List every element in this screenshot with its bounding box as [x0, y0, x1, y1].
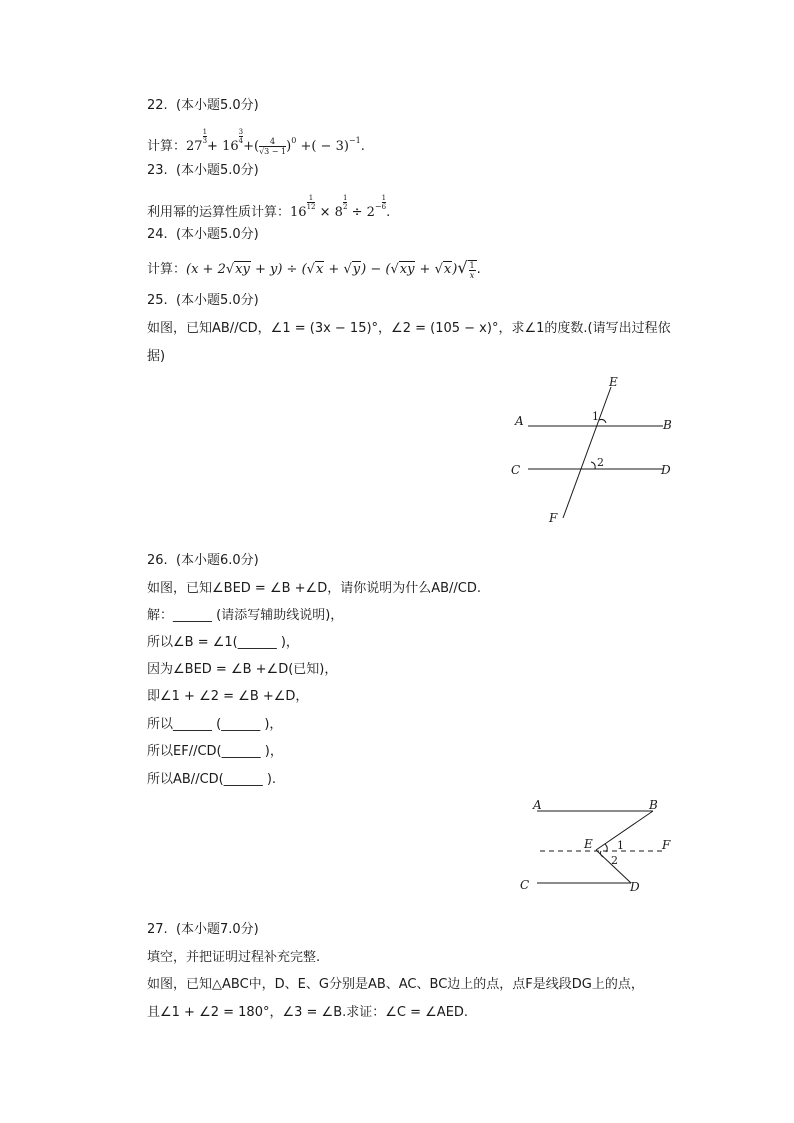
q25-label: 25. (本小题5.0分): [147, 293, 259, 308]
q22-label: 22. (本小题5.0分): [147, 98, 259, 113]
q26-label: 26. (本小题6.0分): [147, 553, 259, 568]
q26-label-C: C: [520, 878, 530, 892]
q26-line: 如图，已知∠BED = ∠B +∠D，请你说明为什么AB//CD.: [147, 581, 482, 596]
q26-label-F: F: [662, 838, 671, 852]
q26-line: 因为∠BED = ∠B +∠D(已知)，: [147, 662, 338, 677]
q25-angle-2: 2: [597, 456, 604, 469]
q25-text-line2: 据): [147, 349, 166, 364]
q25-label-D: D: [661, 463, 671, 477]
q25-label-E: E: [609, 375, 618, 389]
q26-label-A: A: [533, 798, 542, 812]
q24-expression: 计算：(x + 2√xy + y) ÷ (√x + √y) − (√xy + √x)√ $\frac{1}{x}$ .: [147, 258, 481, 280]
q25-label-C: C: [511, 463, 521, 477]
q23-expression: 利用幂的运算性质计算：16 $\frac{1}{12}$ × 8 $\frac{1}{2}$ ÷ 2− $\frac{1}{6}$ .: [147, 194, 391, 220]
q22-expression: 计算：27 $\frac{1}{3}$ + 16 $\frac{3}{4}$ +( $\frac{4}{√3 - 1}$ )$^0$ +( − 3)$^{-1}$.: [147, 128, 365, 156]
q26-line: 解：______ (请添写辅助线说明)，: [147, 608, 344, 623]
q25-text-line1: 如图，已知AB//CD，∠1 = (3x − 15)°，∠2 = (105 − x)°，求∠1的度数.(请写出过程依: [147, 321, 671, 336]
q26-figure: [515, 795, 685, 900]
q27-line: 且∠1 + ∠2 = 180°，∠3 = ∠B.求证：∠C = ∠AED.: [147, 1005, 469, 1020]
q26-line: 所以______ (______ )，: [147, 717, 283, 732]
q27-label: 27. (本小题7.0分): [147, 922, 259, 937]
q25-label-A: A: [515, 414, 524, 428]
q25-label-F: F: [549, 511, 558, 525]
q27-line: 填空，并把证明过程补充完整.: [147, 950, 321, 965]
q26-label-E: E: [584, 837, 593, 851]
q25-angle-1: 1: [592, 410, 599, 423]
q26-label-D: D: [630, 880, 640, 894]
q27-line: 如图，已知△ABC中，D、E、G分别是AB、AC、BC边上的点，点F是线段DG上的点，: [147, 977, 644, 992]
q25-label-B: B: [663, 418, 672, 432]
q26-angle-2: 2: [611, 854, 618, 867]
q26-line: 所以AB//CD(______ ).: [147, 772, 277, 787]
q23-label: 23. (本小题5.0分): [147, 163, 259, 178]
q26-label-B: B: [649, 798, 658, 812]
q26-angle-1: 1: [617, 839, 624, 852]
q25-figure: [505, 370, 685, 530]
q26-line: 即∠1 + ∠2 = ∠B +∠D，: [147, 689, 309, 704]
q24-label: 24. (本小题5.0分): [147, 227, 259, 242]
q26-line: 所以∠B = ∠1(______ )，: [147, 635, 299, 650]
q26-line: 所以EF//CD(______ )，: [147, 744, 283, 759]
